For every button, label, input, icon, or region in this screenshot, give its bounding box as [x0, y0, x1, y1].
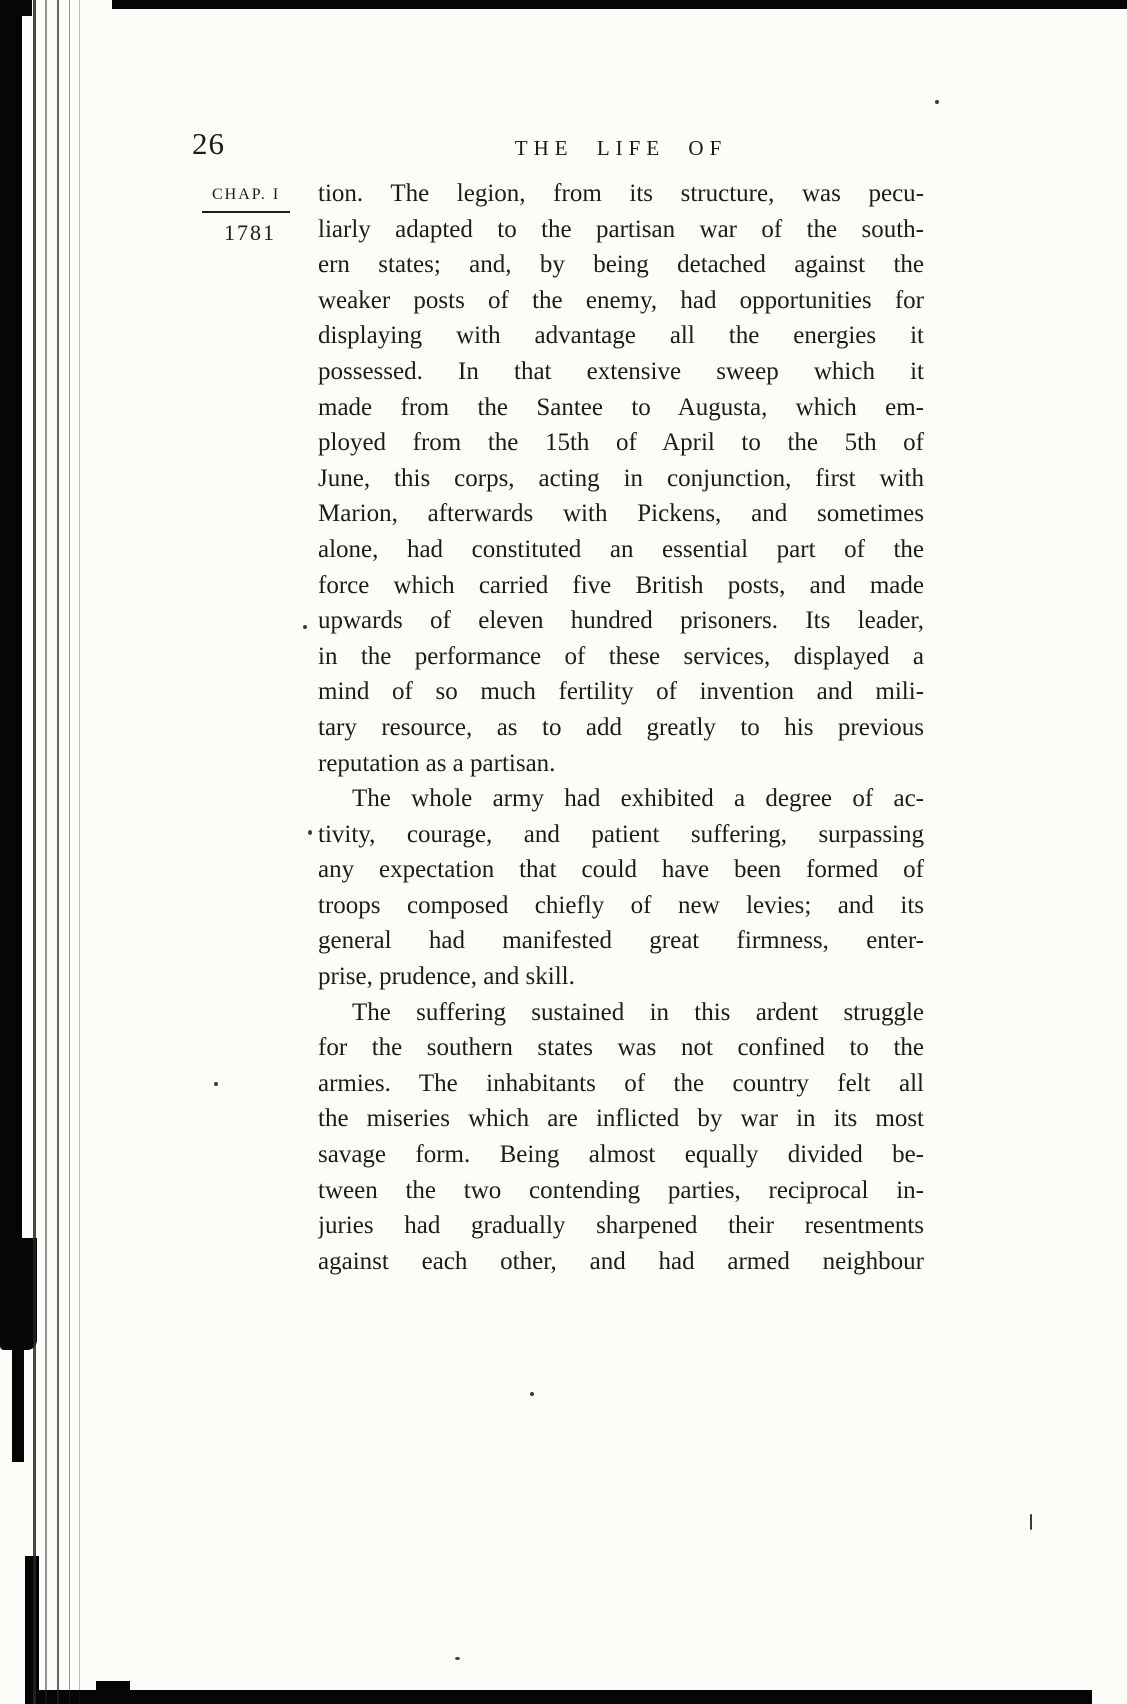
text-line: any expectation that could have been formed of [318, 856, 924, 884]
paragraph [318, 781, 924, 995]
text-line: tion. The legion, from its structure, was pecu- [318, 180, 924, 207]
text-line: general had manifested great firmness, enter- [318, 927, 924, 955]
scan-edge-bottom-bar [30, 1690, 1092, 1704]
text-line: possessed. In that extensive sweep which it [318, 357, 924, 385]
text-line: savage form. Being almost equally divided be- [318, 1141, 924, 1169]
text-line: tary resource, as to add greatly to his previous [318, 713, 924, 741]
text-line: June, this corps, acting in conjunction, first with [318, 464, 924, 492]
page-gutter-line [57, 0, 59, 1704]
text-line: prise, prudence, and skill. [318, 963, 575, 991]
scan-edge-bottom-bar-thick [96, 1681, 130, 1704]
text-line: juries had gradually sharpened their resentments [318, 1212, 924, 1240]
text-line: the miseries which are inflicted by war in its most [318, 1105, 924, 1133]
text-line: for the southern states was not confined to the [318, 1034, 924, 1062]
text-line: Marion, afterwards with Pickens, and sometimes [318, 500, 924, 528]
text-line: force which carried five British posts, and made [318, 571, 924, 599]
text-line: armies. The inhabitants of the country felt all [318, 1069, 924, 1097]
text-line: against each other, and had armed neighbour [318, 1247, 924, 1275]
body-text [318, 176, 924, 1279]
scan-edge-left-tail [12, 1344, 24, 1462]
running-header: THE LIFE OF [514, 136, 728, 160]
text-line: tivity, courage, and patient suffering, surpassing [318, 820, 924, 848]
scan-speck [214, 1082, 218, 1086]
page-gutter-line [79, 0, 80, 1704]
text-line: alone, had constituted an essential part of the [318, 535, 924, 563]
margin-year-label: 1781 [224, 220, 276, 245]
page-gutter-line [69, 0, 70, 1704]
paragraph [318, 995, 924, 1280]
scan-edge-top-bar [112, 0, 1127, 9]
text-line: mind of so much fertility of invention and mili- [318, 678, 924, 706]
page-number: 26 [192, 126, 225, 161]
scan-speck [455, 1657, 460, 1660]
page-gutter-line [33, 0, 36, 1704]
text-line: The suffering sustained in this ardent struggle [352, 998, 924, 1026]
page-gutter-line [45, 0, 47, 1704]
scan-speck [1030, 1514, 1032, 1530]
text-line: The whole army had exhibited a degree of ac- [352, 785, 924, 813]
scan-edge-left-bar [0, 0, 22, 1312]
scan-edge-bottom-left-mark [25, 1556, 39, 1704]
text-line: reputation as a partisan. [318, 749, 556, 777]
text-line: made from the Santee to Augusta, which em- [318, 393, 924, 421]
margin-chapter-label: CHAP. I [202, 186, 290, 213]
text-line: in the performance of these services, displayed a [318, 642, 924, 670]
text-line: ployed from the 15th of April to the 5th of [318, 429, 924, 457]
scan-speck [308, 830, 312, 835]
text-line: displaying with advantage all the energies it [318, 322, 924, 350]
text-line: liarly adapted to the partisan war of the south- [318, 215, 924, 243]
scan-speck [303, 625, 307, 629]
scan-speck [530, 1392, 534, 1396]
text-line: upwards of eleven hundred prisoners. Its leader, [318, 607, 924, 635]
scan-speck [935, 100, 939, 104]
text-line: weaker posts of the enemy, had opportunities for [318, 286, 924, 314]
text-line: tween the two contending parties, reciprocal in- [318, 1176, 924, 1204]
text-line: troops composed chiefly of new levies; and its [318, 891, 924, 919]
text-line: ern states; and, by being detached against the [318, 251, 924, 279]
scan-edge-left-blob [0, 1238, 37, 1350]
paragraph [318, 176, 924, 781]
